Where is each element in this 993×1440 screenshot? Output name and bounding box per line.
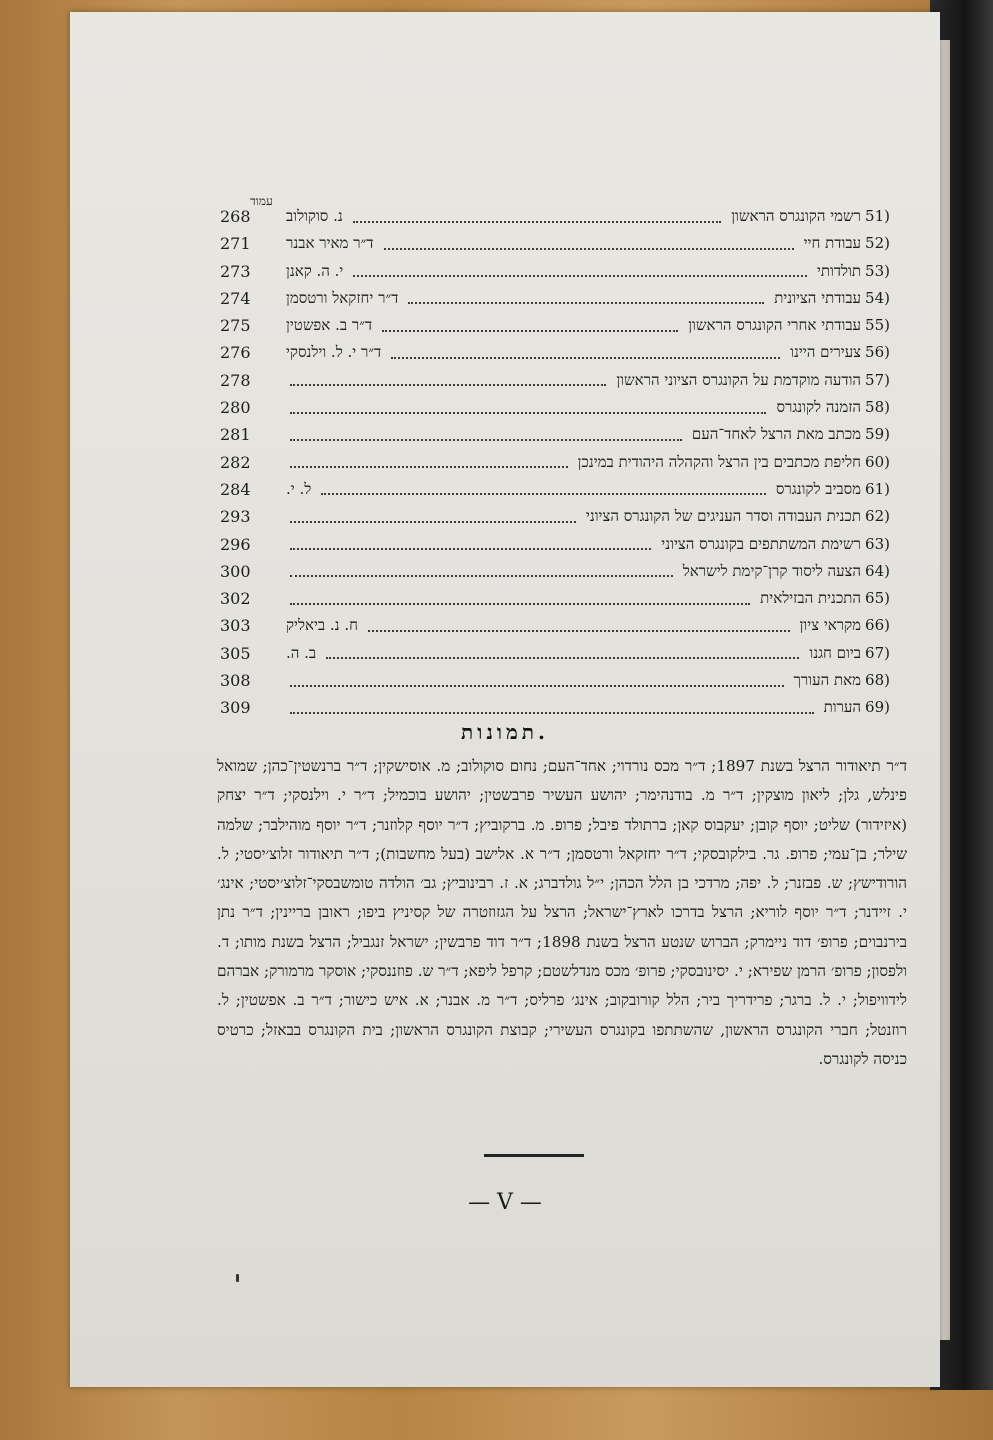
toc-entry (220, 667, 890, 694)
toc-page-number: 281 (220, 425, 251, 445)
toc-entry-text (280, 476, 890, 503)
horizontal-rule (484, 1154, 584, 1157)
toc-entry (220, 421, 890, 448)
toc-entry-title: מסביב לקונגרס (775, 479, 862, 498)
toc-entry-number: 60) (865, 452, 890, 471)
toc-leader-dots (290, 412, 766, 414)
toc-entry-number: 69) (865, 698, 890, 717)
toc-entry-title: תכנית העבודה וסדר העניגים של הקונגרס הציוני (585, 507, 862, 526)
toc-entry-number: 57) (865, 370, 890, 389)
toc-entry-title: הזמנה לקונגרס (776, 398, 862, 417)
toc-entry-number: 63) (865, 534, 890, 553)
toc-entry-text (280, 285, 890, 312)
page-number: — V — (468, 1190, 542, 1215)
toc-page-number: 273 (220, 261, 251, 281)
toc-entry-text (280, 585, 890, 612)
toc-entry (220, 558, 890, 585)
toc-leader-dots (408, 302, 764, 304)
toc-entry-author: ל. י. (286, 479, 312, 498)
toc-entry-title: חליפת מכתבים בין הרצל והקהלה היהודית במינכן (577, 452, 862, 471)
toc-entry-number: 51) (865, 207, 890, 225)
toc-entry-text (280, 421, 890, 448)
toc-entry-title: רשמי הקונגרס הראשון (731, 207, 862, 225)
toc-entry (220, 640, 890, 667)
toc-leader-dots (290, 384, 606, 386)
toc-entry-author: ב. ה. (286, 643, 317, 662)
toc-entry-text (280, 667, 890, 694)
toc-leader-dots (290, 712, 814, 714)
toc-entry (220, 503, 890, 530)
toc-entry (220, 612, 890, 639)
toc-entry-author: י. ה. קאנן (286, 261, 344, 280)
toc-entry-title: רשימת המשתתפים בקונגרס הציוני (661, 534, 862, 553)
toc-leader-dots (290, 439, 682, 441)
toc-entry-author: ד״ר מאיר אבנר (286, 234, 374, 253)
toc-entry-text (280, 394, 890, 421)
toc-page-number: 303 (220, 616, 251, 636)
toc-leader-dots (321, 493, 766, 495)
toc-entry (220, 230, 890, 257)
illustrations-list: ד״ר תיאודור הרצל בשנת 1897; ד״ר מכס נורדוי; אחד־העם; נחום סוקולוב; מ. אוסישקין; ד״ר ברנשטין־כהן; שמואל פינלש, גלן; ליאון מוצקין; ד״ר מ. בודנהימר; יהושע העשיר פרבשטין; יהושע בוכמיל; ד״ר י. וילנסקי; ד״ר יצחק (איזידור) שליט; יוסף קובן; יעקבוס קאן; ברתולד פיבל; פרופ. מ. ברקוביץ; ד״ר יוסף קלוזנר; ד״ר יוסף מוהילבר; שלמה שילר; בן־עמי; פרופ. גר. בילקובסקי; ד״ר יחזקאל ורטסמן; ד״ר א. אלישב (בעל מחשבות); ד״ר תיאודור זלוצ׳יסטי; ל. הורודישץ; ש. פבזנר; ל. יפה; מרדכי בן הלל הכהן; י״ל גולדברג; א. ז. רבינוביץ; גב׳ הולדה טומשבסקי־זלוצ׳יסטי; אינג׳ י. זיידנר; ד״ר יוסף לוריא; הרצל בדרכו לארץ־ישראל; הרצל על הגזוזטרה של קסיניץ ביפו; ראובן בריינין; ד״ר נתן בירנבוים; פרופ׳ דוד ניימרק; הברוש שנטע הרצל בשנת 1898; ד״ר דוד פרבשין; ישראל זנגביל; הרצל בשנת מותו; ד. ולפסון; פרופ׳ הרמן שפירא; י. יסינובסקי; פרופ׳ מכס מנדלשטם; קרפל ליפא; ד״ר ש. פוזננסקי; אוסקר מרמורק; אברהם לידוויפול; י. ל. ברגר; פרידריך ביר; הלל קורובקוב; אינג׳ פרליס; ד״ר מ. אבנר; א. איש כישור; ד״ר ב. אפשטין; ל. רוזנטל; חברי הקונגרס הראשון, שהשתתפו בקונגרס העשירי; קבוצת הקונגרס הראשון; בית הקונגרס בבאזל; כרטיס כניסה לקונגרס. (217, 757, 908, 1068)
toc-entry (220, 285, 890, 312)
toc-entry-title: ביום חגנו (809, 643, 862, 662)
toc-leader-dots (353, 275, 807, 277)
toc-entry-number: 68) (865, 671, 890, 690)
toc-entry (220, 312, 890, 339)
toc-entry-text (280, 339, 890, 366)
toc-entry-title: מאת העורך (793, 671, 862, 690)
toc-entry (220, 449, 890, 476)
toc-entry-title: עבודתי הציונית (774, 288, 862, 307)
toc-page-number: 278 (220, 370, 251, 390)
toc-leader-dots (290, 685, 784, 687)
page-column-label: עמוד (250, 194, 273, 208)
toc-leader-dots (290, 466, 568, 468)
toc-entry-title: הערות (823, 698, 862, 717)
toc-entry-title: מקראי ציון (799, 616, 862, 635)
toc-entry-title: התכנית הבזילאית (760, 589, 862, 608)
toc-entry (220, 258, 890, 285)
toc-page-number: 268 (220, 207, 251, 226)
toc-page-number: 300 (220, 561, 251, 581)
toc-page-number: 308 (220, 671, 251, 691)
toc-entry-text (280, 258, 890, 285)
toc-entry (220, 531, 890, 558)
toc-entry-text (280, 367, 890, 394)
toc-leader-dots (353, 221, 721, 223)
toc-page-number: 274 (220, 288, 251, 308)
toc-page-number: 305 (220, 643, 251, 663)
toc-page-number: 296 (220, 534, 251, 554)
toc-entry (220, 394, 890, 421)
toc-page-number: 284 (220, 479, 251, 499)
toc-entry-number: 65) (865, 589, 890, 608)
toc-entry (220, 585, 890, 612)
toc-page-number: 276 (220, 343, 251, 363)
toc-entry-text (280, 694, 890, 721)
toc-entry-text (280, 312, 890, 339)
toc-page-number: 302 (220, 589, 251, 609)
toc-leader-dots (290, 548, 651, 550)
toc-entry (220, 367, 890, 394)
toc-entry-number: 55) (865, 316, 890, 335)
toc-entry-text (280, 612, 890, 639)
toc-leader-dots (326, 657, 799, 659)
toc-entry (220, 476, 890, 503)
book-page (70, 12, 940, 1387)
toc-entry-text (280, 230, 890, 257)
toc-entry-text (280, 558, 890, 585)
toc-entry (220, 203, 890, 230)
toc-entry-text (280, 203, 890, 230)
toc-entry-text (280, 531, 890, 558)
toc-entry-title: צעירים היינו (790, 343, 862, 362)
toc-entry-number: 56) (865, 343, 890, 362)
toc-entry-number: 52) (865, 234, 890, 253)
illustrations-heading: תמונות. (461, 720, 549, 744)
toc-page-number: 309 (220, 698, 251, 718)
toc-entry-text (280, 449, 890, 476)
toc-entry-number: 59) (865, 425, 890, 444)
toc-entry-author: ד״ר ב. אפשטין (286, 316, 373, 335)
toc-entry-title: מכתב מאת הרצל לאחד־העם (691, 425, 862, 444)
toc-leader-dots (290, 521, 576, 523)
page-content (70, 12, 940, 1387)
toc-leader-dots (384, 248, 794, 250)
toc-entry-number: 58) (865, 398, 890, 417)
toc-entry-title: תולדותי (816, 261, 862, 280)
toc-entry-number: 54) (865, 288, 890, 307)
ink-speck (236, 1274, 239, 1282)
toc-entry-number: 62) (865, 507, 890, 526)
toc-leader-dots (391, 357, 780, 359)
toc-leader-dots (382, 330, 678, 332)
toc-page-number: 271 (220, 234, 251, 254)
toc-entry-author: ח. נ. ביאליק (286, 616, 358, 635)
toc-page-number: 293 (220, 507, 251, 527)
toc-entry-title: עבודתי אחרי הקונגרס הראשון (688, 316, 862, 335)
toc-leader-dots (290, 575, 673, 577)
toc-entry-title: עבודת חיי (803, 234, 862, 253)
toc-entry-number: 64) (865, 561, 890, 580)
toc-entry-author: ד״ר יחזקאל ורטסמן (286, 288, 399, 307)
toc-page-number: 275 (220, 316, 251, 336)
toc-entry-number: 67) (865, 643, 890, 662)
toc-leader-dots (368, 630, 790, 632)
toc-entry-number: 53) (865, 261, 890, 280)
toc-entry-author: ד״ר י. ל. וילנסקי (286, 343, 382, 362)
toc-entry (220, 339, 890, 366)
toc-entry-number: 66) (865, 616, 890, 635)
table-of-contents (220, 203, 890, 722)
toc-page-number: 280 (220, 398, 251, 418)
toc-entry-author: נ. סוקולוב (286, 207, 343, 225)
toc-leader-dots (290, 603, 750, 605)
toc-entry-text (280, 640, 890, 667)
toc-entry-title: הצעה ליסוד קרן־קימת לישראל (682, 561, 862, 580)
toc-page-number: 282 (220, 452, 251, 472)
toc-entry-title: הודעה מוקדמת על הקונגרס הציוני הראשון (616, 370, 862, 389)
toc-entry-number: 61) (865, 479, 890, 498)
toc-entry (220, 694, 890, 721)
toc-entry-text (280, 503, 890, 530)
